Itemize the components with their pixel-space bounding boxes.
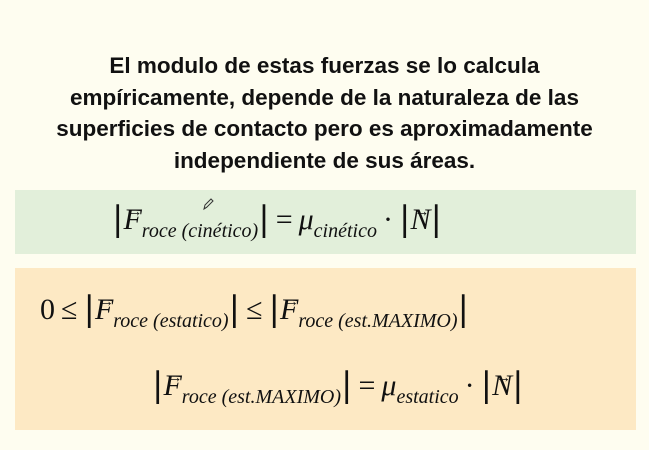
force-subscript-max: roce (est.MAXIMO) [298,310,458,332]
abs-bar: | [83,289,95,329]
abs-bar: | [398,199,411,239]
equals-sign: = [275,203,293,236]
heading-line-4: independiente de sus áreas. [173,147,476,173]
abs-bar: | [268,289,280,329]
normal-vector-symbol: → N [492,366,512,406]
pencil-icon [202,197,214,211]
abs-bar: | [430,199,442,239]
force-vector-symbol: → F [280,290,298,330]
force-vector-symbol: → F [123,200,141,240]
dot-operator: · [464,369,475,402]
mu-subscript: cinético [313,220,377,242]
heading-line-1: El modulo de estas fuerzas se lo calcula [109,53,540,78]
static-max-equation [152,364,524,409]
static-friction-inequality [40,288,469,333]
heading-line-3: superficies de contacto pero es aproximadamente [56,116,593,141]
mu-symbol: μ [381,369,397,402]
slide-heading [0,50,649,176]
mu-symbol: μ [298,203,314,236]
abs-bar: | [258,199,270,239]
normal-vector-symbol: → N [410,200,430,240]
mu-subscript: estatico [396,386,459,408]
abs-bar: | [480,365,493,405]
abs-bar: | [228,289,241,329]
force-vector-symbol: → F [95,290,113,330]
force-subscript: roce (est.MAXIMO) [181,386,341,408]
zero-value: 0 [40,293,55,326]
kinetic-friction-equation [112,198,442,243]
force-subscript-static: roce (estatico) [113,310,229,332]
abs-bar: | [457,289,469,329]
force-subscript: roce (cinético) [141,220,259,242]
dot-operator: · [382,203,393,236]
abs-bar: | [512,365,524,405]
abs-bar: | [341,365,353,405]
force-vector-symbol: → F [163,366,181,406]
equals-sign: = [358,369,376,402]
leq-sign: ≤ [246,293,263,326]
abs-bar: | [112,199,124,239]
leq-sign: ≤ [61,293,78,326]
heading-line-2: empíricamente, depende de la naturaleza de las [70,84,579,110]
abs-bar: | [152,365,164,405]
